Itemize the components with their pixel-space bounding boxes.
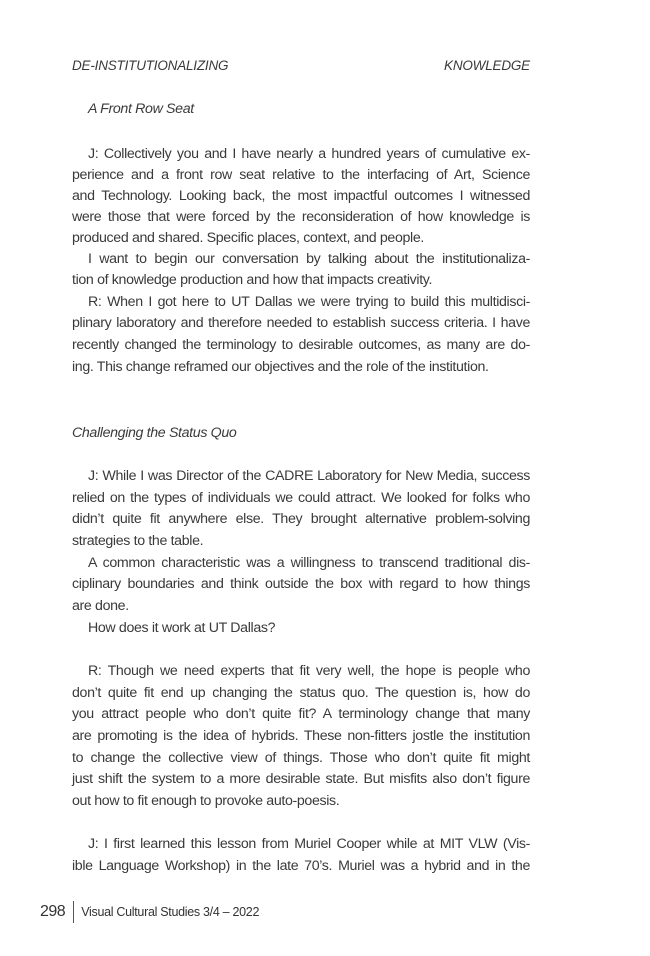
paragraph-line: are promoting is the idea of hybrids. These non-fitters jostle the institution [72, 728, 530, 744]
paragraph-line: J: I first learned this lesson from Muriel Cooper while at MIT VLW (Vis- [88, 836, 530, 852]
paragraph-line: R: Though we need experts that fit very well, the hope is people who [88, 663, 530, 679]
journal-name: Visual Cultural Studies 3/4 – 2022 [81, 905, 260, 919]
paragraph-line: recently changed the terminology to desirable outcomes, as many are do- [72, 337, 530, 353]
page-footer [40, 900, 259, 924]
paragraph-line: relied on the types of individuals we could attract. We looked for folks who [72, 490, 530, 506]
paragraph-line: are done. [72, 598, 129, 614]
paragraph-line: strategies to the table. [72, 533, 204, 549]
footer-divider [73, 901, 74, 923]
paragraph-line: R: When I got here to UT Dallas we were trying to build this multidisci- [88, 294, 530, 310]
paragraph-line: plinary laboratory and therefore needed to establish success criteria. I have [72, 315, 530, 331]
paragraph-line: were those that were forced by the reconsideration of how knowledge is [72, 209, 530, 225]
paragraph-line: J: Collectively you and I have nearly a hundred years of cumulative ex- [88, 146, 530, 162]
paragraph-line: A common characteristic was a willingness to transcend traditional dis- [88, 555, 530, 571]
page-number: 298 [40, 903, 66, 920]
paragraph-line: ciplinary boundaries and think outside the box with regard to how things [72, 576, 530, 592]
section-heading: DE-INSTITUTIONALIZING KNOWLEDGE [72, 58, 530, 73]
paragraph-line: just shift the system to a more desirable state. But misfits also don’t figure [72, 771, 530, 787]
paragraph-line: How does it work at UT Dallas? [88, 620, 276, 636]
paragraph-line: J: While I was Director of the CADRE Laboratory for New Media, success [88, 468, 530, 484]
paragraph-line: ible Language Workshop) in the late 70’s. Muriel was a hybrid and in the [72, 858, 530, 874]
paragraph-line: out how to fit enough to provoke auto-poesis. [72, 793, 340, 809]
paragraph-line: didn’t quite fit anywhere else. They brought alternative problem-solving [72, 511, 530, 527]
paragraph-line: produced and shared. Specific places, context, and people. [72, 230, 424, 246]
subheading-challenging-status-quo: Challenging the Status Quo [72, 425, 237, 441]
subheading-front-row-seat: A Front Row Seat [88, 101, 194, 117]
paragraph-line: I want to begin our conversation by talking about the institutionaliza- [88, 251, 530, 267]
paragraph-line: and Technology. Looking back, the most impactful outcomes I witnessed [72, 188, 530, 204]
paragraph-line: you attract people who don’t quite fit? A terminology change that many [72, 706, 530, 722]
paragraph-line: ing. This change reframed our objectives and the role of the institution. [72, 359, 489, 375]
paragraph-line: perience and a front row seat relative to the interfacing of Art, Science [72, 167, 530, 183]
paragraph-line: tion of knowledge production and how that impacts creativity. [72, 272, 433, 288]
paragraph-line: don’t quite fit end up changing the status quo. The question is, how do [72, 685, 530, 701]
paragraph-line: to change the collective view of things. Those who don’t quite fit might [72, 750, 530, 766]
